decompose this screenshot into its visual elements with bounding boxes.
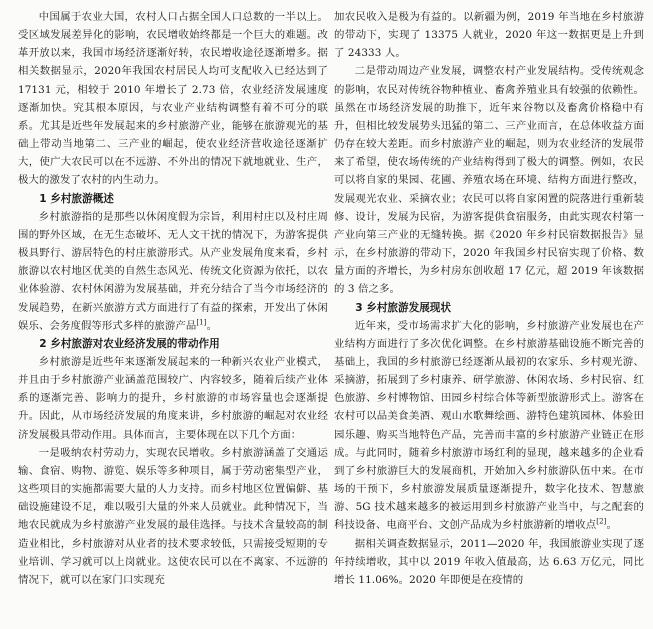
section-2-point-1: 一是吸纳农村劳动力，实现农民增收。乡村旅游涵盖了交通运输、食宿、购物、游览、娱乐等多种项目，属于劳动密集型产业，这些项目的实施都需要大量的人力支持。而乡村地区位置偏僻、基础设施建设不足，难以吸引大量的外来人员就业。此种情况下，当地农民就成为乡村旅游产业发展的最佳选择。与技术含量较高的制造业相比，乡村旅游对从业者的技术要求较低，只需接受短期的专业培训、学习就可以上岗就业。这使农民可以在不离家、不远游的情况下，就可以在家门口实现充 <box>18 446 328 586</box>
section-1-heading: 1 乡村旅游概述 <box>39 192 114 205</box>
section-1-text: 乡村旅游指的是那些以休闲度假为宗旨，利用村庄以及村庄周围的野外区域，在无生态破坏、无人文干扰的情况下，为游客提供极具野行、游居特色的村庄旅游形式。从产业发展角度来看，乡村旅游以农村地区优美的自然生态风光、传统文化资源为依托，以农业体验游、农村休闲游为发展基础，并充分结合了当今市场经济的发展趋势，在新兴旅游方式方面进行了有益的探索，开发出了休闲娱乐、会务度假等形式多样的旅游产品 <box>18 210 328 332</box>
section-1-end: 。 <box>206 319 218 332</box>
left-column <box>18 8 328 589</box>
section-2-point-2: 二是带动周边产业发展，调整农村产业发展结构。受传统观念的影响，农民对传统谷物种植业、畜禽养殖业具有较强的依赖性。虽然在市场经济发展的助推下，近年来谷物以及畜禽价格稳中有升，但相比较发展势头迅猛的第二、三产业而言，在总体收益方面仍存在较大差距。而乡村旅游产业的崛起，则为农业经济的发展带来了希望，使农场传统的产业结构得到了极大的调整。例如，农民可以将自家的果园、花圃、养殖农场在环境、结构方面进行整改，发展观光农业、采摘农业；农民可以将自家闲置的院落进行重新装修、设计，发展为民宿，为游客提供食宿服务，由此实现农村第一产业向第三产业的无缝转换。据《2020 年乡村民宿数据报告》显示，在乡村旅游的带动下，2020 年我国乡村民宿实现了价格、数量方面的齐增长，为乡村房东创收超 17 亿元，超 2019 年该数据的 3 倍之多。 <box>334 65 644 296</box>
section-1-paragraph <box>18 208 328 335</box>
right-column <box>334 8 644 589</box>
section-2-paragraph: 乡村旅游是近些年来逐渐发展起来的一种新兴农业产业模式，并且由于乡村旅游产业涵盖范围较广、内容较多，随着后续产业体系的逐渐完善、影响力的提升，乡村旅游的市场容量也会逐渐提升。因此，从市场经济发展的角度来讲，乡村旅游的崛起对农业经济发展极具带动作用。具体而言，主要体现在以下几个方面： <box>18 355 328 441</box>
citation-1: [1] <box>196 318 207 327</box>
section-3-end: 。 <box>606 519 617 532</box>
intro-paragraph: 中国属于农业大国，农村人口占据全国人口总数的一半以上。受区域发展差异化的影响，农民增收始终都是一个巨大的难题。改革开放以来，我国市场经济逐渐好转，农民增收途径逐渐增多。据相关数据显示，2020年我国农村居民人均可支配收入已经达到了 17131 元，相较于 2010 年增长了 2.73 倍，农业经济发展速度逐渐加快。究其根本原因，与农业产业结构调整有着不可分的联系。尤其是近些年发展起来的乡村旅游产业，能够在旅游观光的基础上带动当地第二、三产业的崛起，使农业经济营收途径逐渐扩大，使广大农民可以在不远游、不外出的情况下就地就业、生产，极大的激发了农村的内生动力。 <box>18 11 328 187</box>
section-2-heading: 2 乡村旅游对农业经济发展的带动作用 <box>39 337 220 350</box>
section-3-paragraph <box>334 317 644 535</box>
final-paragraph: 据相关调查数据显示，2011—2020 年，我国旅游业实现了逐年持续增收，其中以 2019 年收入值最高，达 6.63 万亿元，同比增长 11.06%。2020 年即便是在疫情的 <box>334 537 644 586</box>
continuation-paragraph: 加农民收入是极为有益的。以新疆为例，2019 年当地在乡村旅游的带动下，实现了 13375 人就业，2020 年这一数据更是上升到了 24333 人。 <box>334 11 644 60</box>
section-3-heading: 3 乡村旅游发展现状 <box>355 301 451 314</box>
section-3-text: 近年来，受市场需求扩大化的影响，乡村旅游产业发展也在产业结构方面进行了多次优化调整。在乡村旅游基础设施不断完善的基础上，我国的乡村旅游已经逐渐从最初的农家乐、乡村观光游、采摘游，拓展到了乡村康养、研学旅游、休闲农场、乡村民宿、红色旅游、乡村博物馆、田园乡村综合体等新型旅游形式上。游客在农村可以品美食美酒、观山水歌舞绘画、游特色建筑园林、体验田园乐趣、购买当地特色产品，完善而丰富的乡村旅游产业链正在形成。与此同时，随着乡村旅游市场红利的显现，越来越多的企业看到了乡村旅游巨大的发展商机，开始加入乡村旅游队伍中来。在市场的干预下，乡村旅游发展质量逐渐提升，数字化技术、智慧旅游、5G 技术越来越多的被运用到乡村旅游产业当中，与之配套的科技设备、电商平台、文创产品成为乡村旅游新的增收点 <box>334 319 644 532</box>
citation-2: [2] <box>596 517 607 526</box>
